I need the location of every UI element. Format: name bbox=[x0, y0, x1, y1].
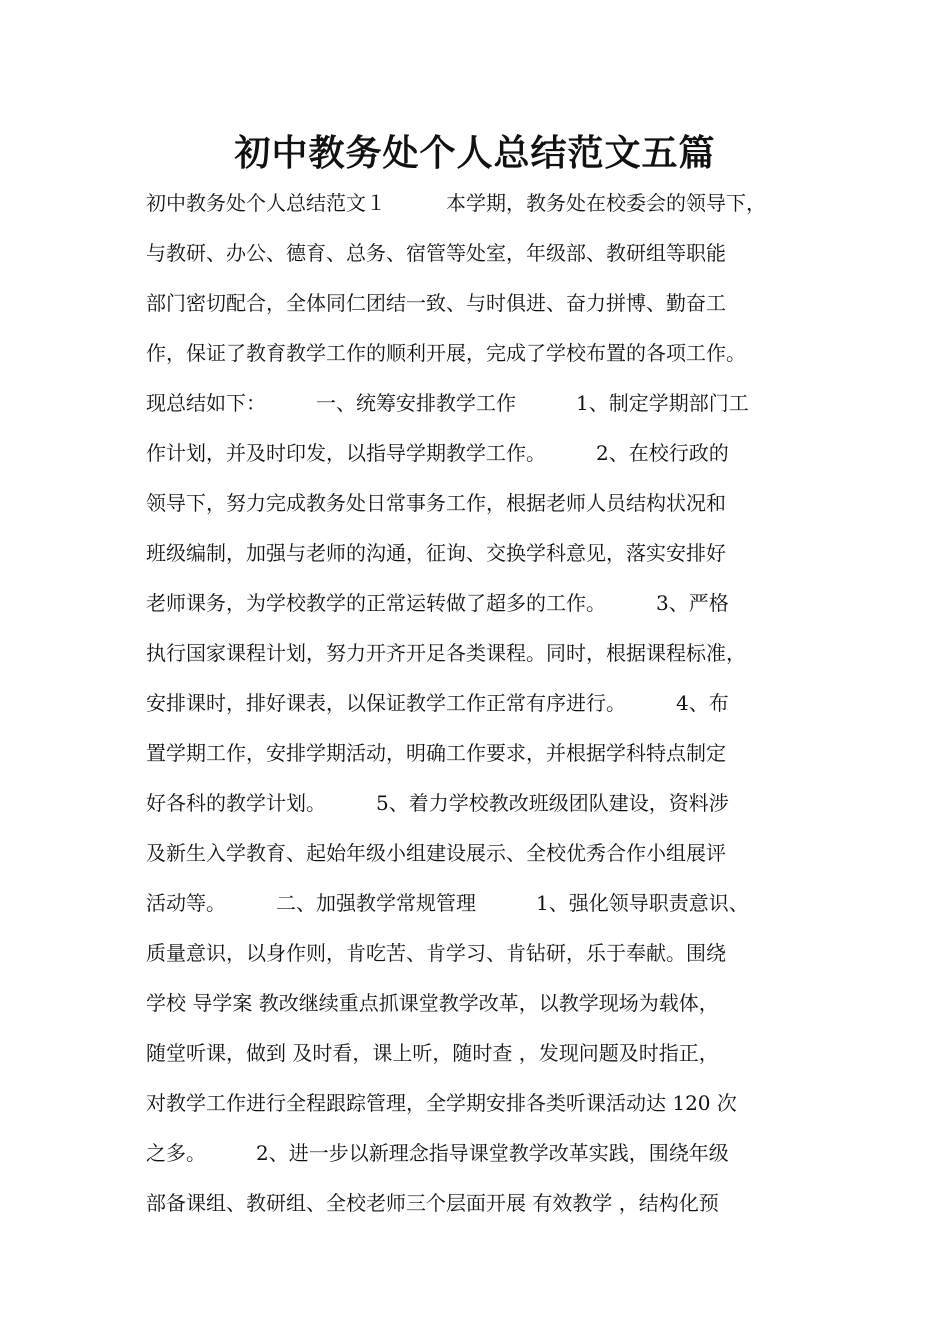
body-text-line: 老师课务，为学校教学的正常运转做了超多的工作。 3、严格 bbox=[146, 591, 729, 615]
body-text-line: 部备课组、教研组、全校老师三个层面开展 有效教学 ，结构化预 bbox=[146, 1191, 719, 1215]
document-body bbox=[146, 178, 836, 1228]
body-text-line: 对教学工作进行全程跟踪管理，全学期安排各类听课活动达 120 次 bbox=[146, 1091, 737, 1115]
document-title: 初中教务处个人总结范文五篇 bbox=[234, 133, 716, 174]
body-text-line: 领导下，努力完成教务处日常事务工作，根据老师人员结构状况和 bbox=[146, 491, 726, 515]
body-text-line: 班级编制，加强与老师的沟通，征询、交换学科意见，落实安排好 bbox=[146, 541, 726, 565]
body-text-line: 随堂听课，做到 及时看，课上听，随时查 ，发现问题及时指正， bbox=[146, 1041, 719, 1065]
body-text-line: 学校 导学案 教改继续重点抓课堂教学改革，以教学现场为载体， bbox=[146, 991, 719, 1015]
body-text-line: 执行国家课程计划，努力开齐开足各类课程。同时，根据课程标准， bbox=[146, 641, 746, 665]
body-text-line: 之多。 2、进一步以新理念指导课堂教学改革实践，围绕年级 bbox=[146, 1141, 729, 1165]
body-text-line: 作，保证了教育教学工作的顺利开展，完成了学校布置的各项工作。 bbox=[146, 341, 746, 365]
body-text-line: 好各科的教学计划。 5、着力学校教改班级团队建设，资料涉 bbox=[146, 791, 729, 815]
body-text-line: 部门密切配合，全体同仁团结一致、与时俱进、奋力拼博、勤奋工 bbox=[146, 291, 726, 315]
body-text-line: 作计划，并及时印发，以指导学期教学工作。 2、在校行政的 bbox=[146, 441, 729, 465]
body-text-line: 活动等。 二、加强教学常规管理 1、强化领导职责意识、 bbox=[146, 891, 749, 915]
body-text-line: 质量意识，以身作则，肯吃苦、肯学习、肯钻研，乐于奉献。围绕 bbox=[146, 941, 726, 965]
body-text-line: 安排课时，排好课表，以保证教学工作正常有序进行。 4、布 bbox=[146, 691, 729, 715]
body-text-line: 现总结如下： 一、统筹安排教学工作 1、制定学期部门工 bbox=[146, 391, 749, 415]
body-text-line: 与教研、办公、德育、总务、宿管等处室，年级部、教研组等职能 bbox=[146, 241, 726, 265]
body-text-line: 及新生入学教育、起始年级小组建设展示、全校优秀合作小组展评 bbox=[146, 841, 726, 865]
body-text-line: 置学期工作，安排学期活动，明确工作要求，并根据学科特点制定 bbox=[146, 741, 726, 765]
body-text-line: 初中教务处个人总结范文１ 本学期，教务处在校委会的领导下， bbox=[146, 191, 766, 215]
